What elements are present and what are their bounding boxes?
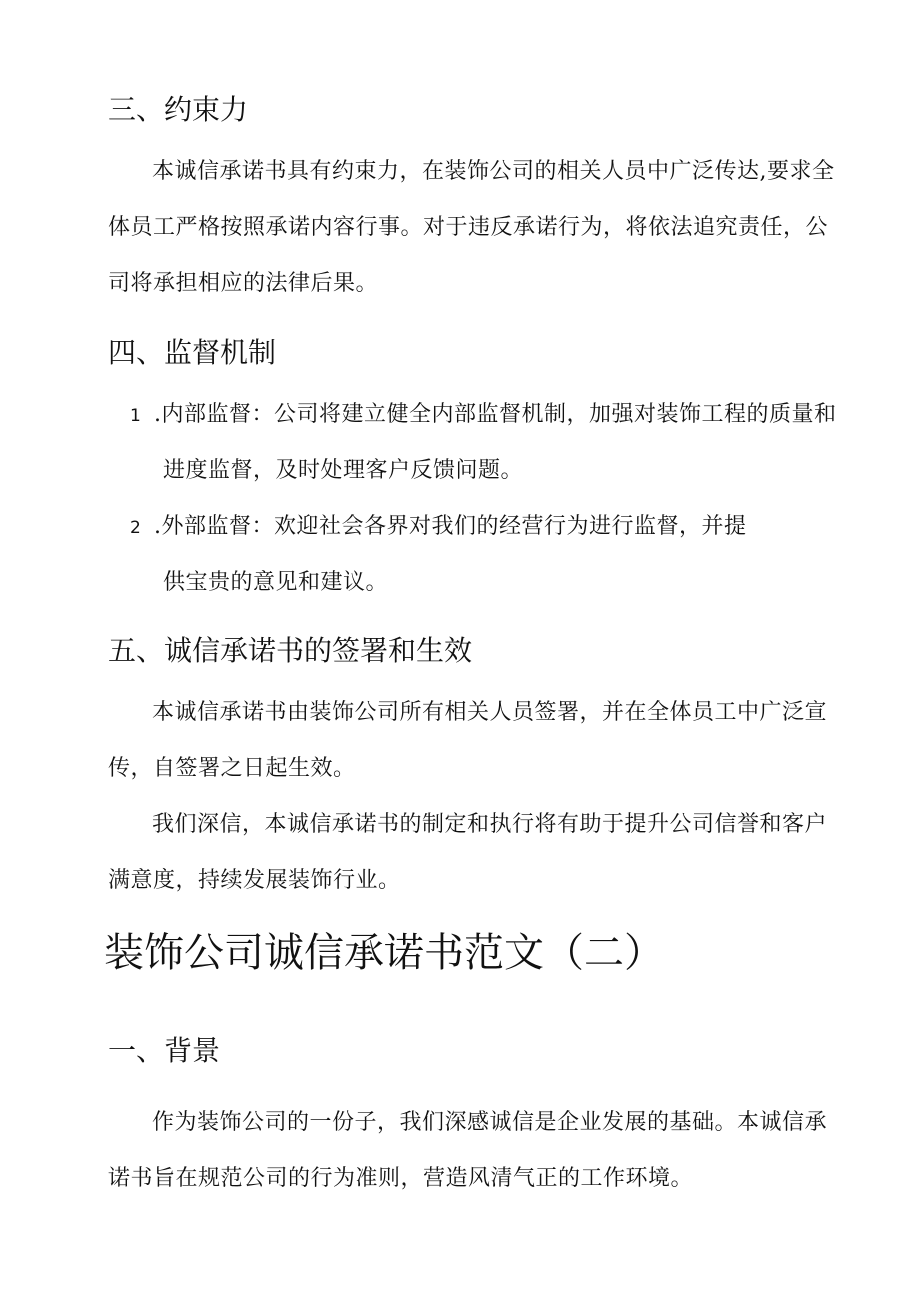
paragraph-line: 司将承担相应的法律后果。: [108, 271, 379, 296]
section-heading-supervision: 四、监督机制: [108, 336, 277, 369]
list-item-continuation: 进度监督，及时处理客户反馈问题。: [163, 458, 524, 483]
paragraph-line: 诺书旨在规范公司的行为准则，营造风清气正的工作环境。: [108, 1166, 694, 1191]
section-heading-constraint: 三、约束力: [108, 93, 249, 126]
list-item-external: [130, 513, 747, 542]
section-heading-signing: 五、诚信承诺书的签署和生效: [108, 634, 473, 667]
paragraph-line: 作为装饰公司的一份子，我们深感诚信是企业发展的基础。本诚信承: [152, 1110, 828, 1135]
document-title: 装饰公司诚信承诺书范文（二）: [104, 930, 664, 976]
list-item-text: .外部监督：欢迎社会各界对我们的经营行为进行监督，并提: [154, 514, 747, 539]
paragraph-line: 满意度，持续发展装饰行业。: [108, 868, 401, 893]
paragraph-line: 传，自签署之日起生效。: [108, 756, 356, 781]
list-item-number: 1: [130, 406, 142, 426]
list-item-number: 2: [130, 518, 142, 538]
list-item-text: .内部监督：公司将建立健全内部监督机制，加强对装饰工程的质量和: [154, 402, 837, 427]
paragraph-line: 本诚信承诺书由装饰公司所有相关人员签署，并在全体员工中广泛宣: [152, 700, 828, 725]
list-item-continuation: 供宝贵的意见和建议。: [163, 570, 389, 595]
paragraph-line: 我们深信，本诚信承诺书的制定和执行将有助于提升公司信誉和客户: [152, 812, 828, 837]
section-heading-background: 一、背景: [108, 1034, 221, 1067]
list-item-internal: [130, 401, 837, 430]
paragraph-line: 本诚信承诺书具有约束力，在装饰公司的相关人员中广泛传达,要求全: [152, 159, 835, 184]
paragraph-line: 体员工严格按照承诺内容行事。对于违反承诺行为，将依法追究责任，公: [108, 215, 829, 240]
